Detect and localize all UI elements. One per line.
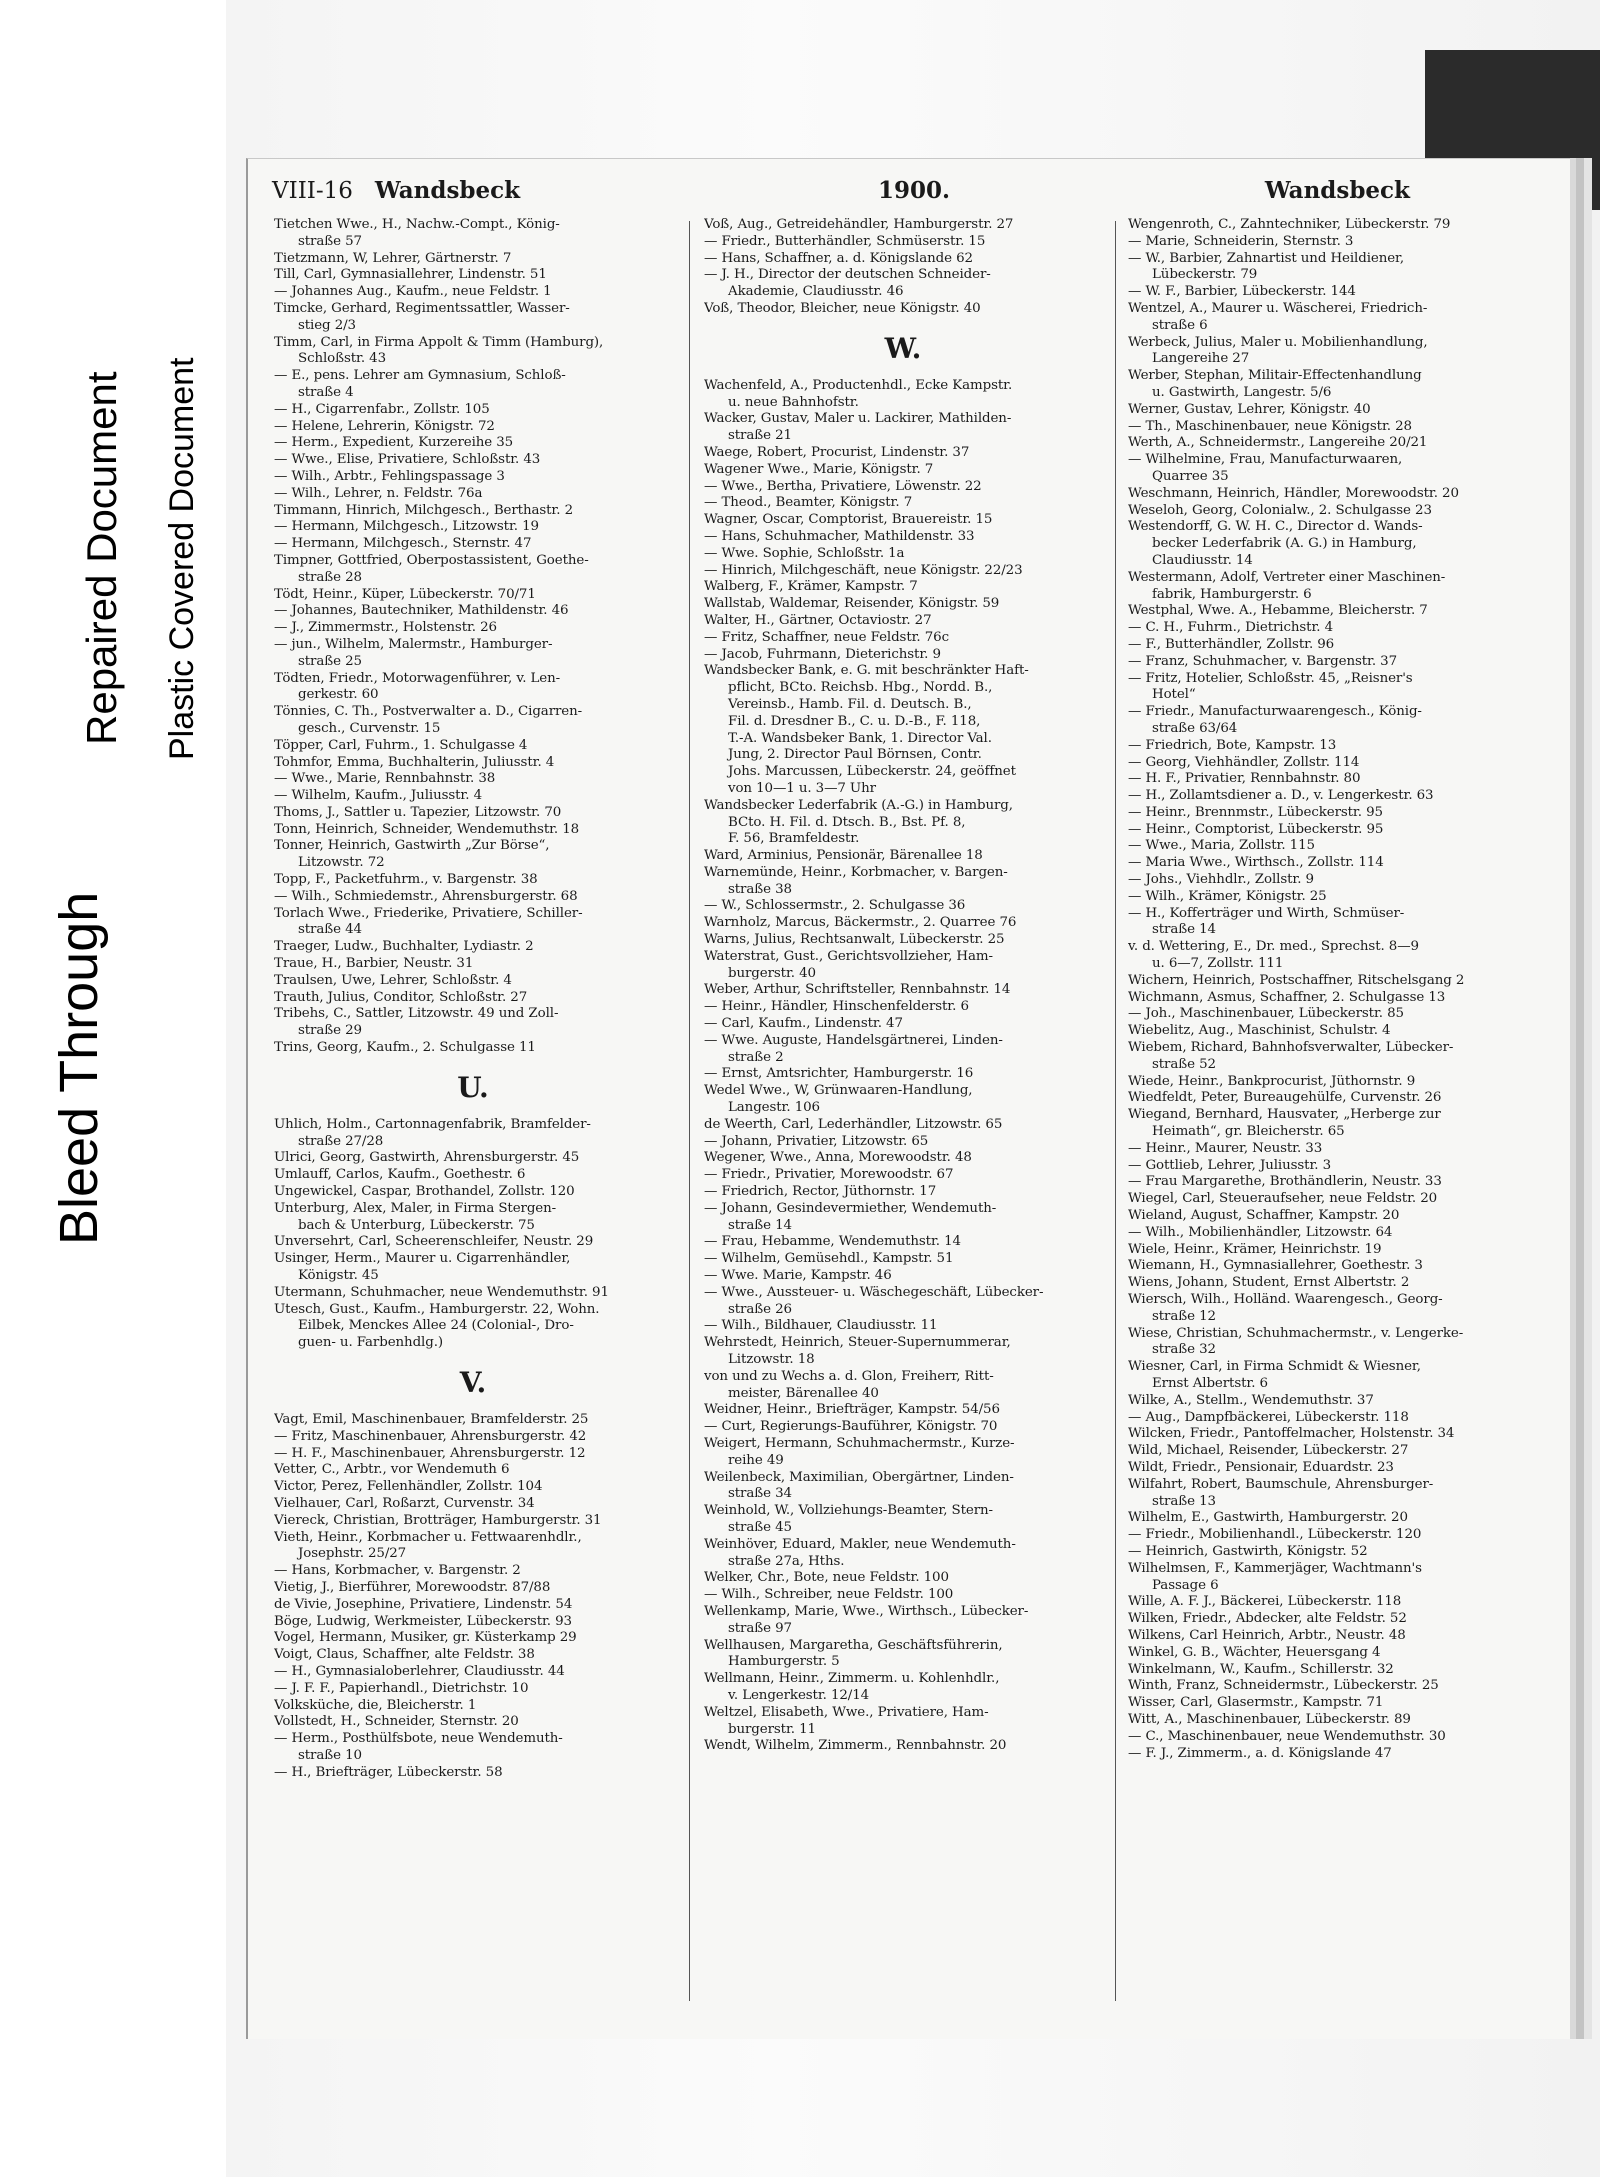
directory-entry: Wellmann, Heinr., Zimmerm. u. Kohlenhdlr., xyxy=(704,1671,1000,1687)
entry-continuation: straße 44 xyxy=(298,922,362,938)
directory-entry: — Frau, Hebamme, Wendemuthstr. 14 xyxy=(704,1234,961,1250)
directory-entry: — H., Briefträger, Lübeckerstr. 58 xyxy=(274,1764,503,1780)
directory-entry: Tribehs, C., Sattler, Litzowstr. 49 und Zoll- xyxy=(274,1006,559,1022)
directory-entry: — Heinr., Comptorist, Lübeckerstr. 95 xyxy=(1128,821,1384,837)
directory-entry: — Franz, Schuhmacher, v. Bargenstr. 37 xyxy=(1128,653,1397,669)
entry-continuation: Quarree 35 xyxy=(1152,468,1229,484)
entry-continuation: guen- u. Farbenhdlg.) xyxy=(298,1335,443,1351)
directory-entry: — Johannes Aug., Kaufm., neue Feldstr. 1 xyxy=(274,284,552,300)
entry-continuation: stieg 2/3 xyxy=(298,317,356,333)
directory-entry: Werner, Gustav, Lehrer, Königstr. 40 xyxy=(1128,401,1371,417)
directory-entry: Weinhöver, Eduard, Makler, neue Wendemuth- xyxy=(704,1536,1016,1552)
directory-entry: Töpper, Carl, Fuhrm., 1. Schulgasse 4 xyxy=(274,737,528,753)
directory-entry: — Aug., Dampfbäckerei, Lübeckerstr. 118 xyxy=(1128,1409,1409,1425)
directory-entry: Weigert, Hermann, Schuhmachermstr., Kurze- xyxy=(704,1435,1015,1451)
directory-entry: Tonner, Heinrich, Gastwirth „Zur Börse“, xyxy=(274,838,550,854)
directory-entry: Westermann, Adolf, Vertreter einer Maschinen- xyxy=(1128,569,1446,585)
directory-entry: — Ernst, Amtsrichter, Hamburgerstr. 16 xyxy=(704,1066,974,1082)
header-left xyxy=(272,177,520,204)
directory-entry: Unterburg, Alex, Maler, in Firma Stergen- xyxy=(274,1200,557,1216)
directory-entry: — Johann, Privatier, Litzowstr. 65 xyxy=(704,1133,929,1149)
directory-entry: Victor, Perez, Fellenhändler, Zollstr. 104 xyxy=(274,1479,543,1495)
entry-continuation: Johs. Marcussen, Lübeckerstr. 24, geöffnet xyxy=(728,764,1016,780)
directory-entry: — Hans, Korbmacher, v. Bargenstr. 2 xyxy=(274,1563,521,1579)
entry-continuation: F. 56, Bramfeldestr. xyxy=(728,831,860,847)
directory-entry: Weilenbeck, Maximilian, Obergärtner, Linden- xyxy=(704,1469,1014,1485)
directory-entry: Wieland, August, Schaffner, Kampstr. 20 xyxy=(1128,1208,1400,1224)
directory-entry: — J. F. F., Papierhandl., Dietrichstr. 10 xyxy=(274,1680,529,1696)
directory-entry: — Johann, Gesindevermiether, Wendemuth- xyxy=(704,1200,997,1216)
entry-continuation: straße 12 xyxy=(1152,1308,1216,1324)
section-letter: U. xyxy=(457,1070,489,1104)
directory-entry: — Wwe., Elise, Privatiere, Schloßstr. 43 xyxy=(274,452,541,468)
directory-entry: Ungewickel, Caspar, Brothandel, Zollstr. 120 xyxy=(274,1184,575,1200)
directory-entry: — Carl, Kaufm., Lindenstr. 47 xyxy=(704,1016,903,1032)
directory-entry: — H., Zollamtsdiener a. D., v. Lengerkestr. 63 xyxy=(1128,788,1434,804)
entry-continuation: Langestr. 106 xyxy=(728,1100,820,1116)
directory-entry: Weltzel, Elisabeth, Wwe., Privatiere, Ham- xyxy=(704,1704,989,1720)
entry-continuation: straße 34 xyxy=(728,1486,792,1502)
directory-entry: — Gottlieb, Lehrer, Juliusstr. 3 xyxy=(1128,1157,1332,1173)
directory-entry: Utermann, Schuhmacher, neue Wendemuthstr. 91 xyxy=(274,1284,609,1300)
directory-entry: Wegener, Wwe., Anna, Morewoodstr. 48 xyxy=(704,1150,972,1166)
entry-continuation: straße 2 xyxy=(728,1049,784,1065)
entry-continuation: Königstr. 45 xyxy=(298,1268,379,1284)
entry-continuation: meister, Bärenallee 40 xyxy=(728,1385,879,1401)
directory-entry: — F. J., Zimmerm., a. d. Königslande 47 xyxy=(1128,1745,1392,1761)
directory-entry: Uhlich, Holm., Cartonnagenfabrik, Bramfelder- xyxy=(274,1116,591,1132)
directory-entry: — Wilh., Mobilienhändler, Litzowstr. 64 xyxy=(1128,1224,1393,1240)
entry-continuation: Akademie, Claudiusstr. 46 xyxy=(728,284,904,300)
directory-entry: — Heinr., Händler, Hinschenfelderstr. 6 xyxy=(704,999,969,1015)
directory-entry: Wiese, Christian, Schuhmachermstr., v. Lengerke- xyxy=(1128,1325,1464,1341)
directory-entry: Westphal, Wwe. A., Hebamme, Bleicherstr. 7 xyxy=(1128,603,1428,619)
entry-continuation: Litzowstr. 72 xyxy=(298,855,385,871)
directory-entry: — Wilh., Schmiedemstr., Ahrensburgerstr. 68 xyxy=(274,888,578,904)
directory-entry: — H. F., Privatier, Rennbahnstr. 80 xyxy=(1128,771,1361,787)
entry-continuation: Josephstr. 25/27 xyxy=(298,1546,407,1562)
entry-continuation: straße 27/28 xyxy=(298,1133,384,1149)
directory-entry: Wilkens, Carl Heinrich, Arbtr., Neustr. 48 xyxy=(1128,1627,1406,1643)
directory-entry: Usinger, Herm., Maurer u. Cigarrenhändler, xyxy=(274,1251,571,1267)
directory-entry: Wilke, A., Stellm., Wendemuthstr. 37 xyxy=(1128,1392,1374,1408)
entry-continuation: Heimath“, gr. Bleicherstr. 65 xyxy=(1152,1124,1345,1140)
directory-entry: — Friedrich, Bote, Kampstr. 13 xyxy=(1128,737,1337,753)
entry-continuation: Claudiusstr. 14 xyxy=(1152,552,1253,568)
directory-entry: Waege, Robert, Procurist, Lindenstr. 37 xyxy=(704,444,970,460)
directory-entry: Wiebem, Richard, Bahnhofsverwalter, Lübecker- xyxy=(1128,1040,1454,1056)
directory-entry: — Maria Wwe., Wirthsch., Zollstr. 114 xyxy=(1128,855,1384,871)
directory-entry: Warns, Julius, Rechtsanwalt, Lübeckerstr. 25 xyxy=(704,932,1005,948)
directory-entry: Vagt, Emil, Maschinenbauer, Bramfelderstr. 25 xyxy=(274,1412,589,1427)
column-3 xyxy=(1128,217,1526,2007)
header-left-title: Wandsbeck xyxy=(374,177,521,204)
directory-entry: Wiens, Johann, Student, Ernst Albertstr. 2 xyxy=(1128,1275,1410,1291)
directory-entry: — Jacob, Fuhrmann, Dieterichstr. 9 xyxy=(704,646,941,662)
directory-entry: Wehrstedt, Heinrich, Steuer-Supernummerar, xyxy=(704,1335,1011,1351)
directory-entry: — jun., Wilhelm, Malermstr., Hamburger- xyxy=(274,636,553,652)
directory-entry: Tietchen Wwe., H., Nachw.-Compt., König- xyxy=(274,217,560,232)
directory-entry: Traeger, Ludw., Buchhalter, Lydiastr. 2 xyxy=(274,939,534,955)
page-code: VIII-16 xyxy=(272,178,353,204)
directory-entry: Westendorff, G. W. H. C., Director d. Wands- xyxy=(1128,519,1423,535)
directory-entry: Winth, Franz, Schneidermstr., Lübeckerstr. 25 xyxy=(1128,1678,1439,1694)
directory-entry: — Joh., Maschinenbauer, Lübeckerstr. 85 xyxy=(1128,1006,1404,1022)
directory-entry: Weber, Arthur, Schriftsteller, Rennbahnstr. 14 xyxy=(704,982,1011,998)
plastic-covered-label: Plastic Covered Document xyxy=(163,357,201,760)
directory-entry: Tödten, Friedr., Motorwagenführer, v. Len- xyxy=(274,670,561,686)
entry-continuation: straße 32 xyxy=(1152,1342,1216,1358)
directory-entry: — Heinrich, Gastwirth, Königstr. 52 xyxy=(1128,1543,1368,1559)
directory-entry: — Georg, Viehhändler, Zollstr. 114 xyxy=(1128,754,1360,770)
directory-entry: Voigt, Claus, Schaffner, alte Feldstr. 38 xyxy=(274,1647,535,1663)
directory-entry: Wiele, Heinr., Krämer, Heinrichstr. 19 xyxy=(1128,1241,1382,1257)
directory-entry: — W., Schlossermstr., 2. Schulgasse 36 xyxy=(704,898,966,914)
entry-continuation: Fil. d. Dresdner B., C. u. D.-B., F. 118, xyxy=(728,713,981,729)
entry-continuation: u. 6—7, Zollstr. 111 xyxy=(1152,956,1284,972)
entry-continuation: Passage 6 xyxy=(1152,1577,1219,1593)
directory-entry: — Wwe., Marie, Rennbahnstr. 38 xyxy=(274,771,496,787)
directory-entry: — Frau Margarethe, Brothändlerin, Neustr. 33 xyxy=(1128,1174,1442,1190)
directory-entry: Vielhauer, Carl, Roßarzt, Curvenstr. 34 xyxy=(274,1495,535,1511)
directory-entry: — Hans, Schuhmacher, Mathildenstr. 33 xyxy=(704,528,975,544)
directory-entry: Wentzel, A., Maurer u. Wäscherei, Friedrich- xyxy=(1128,300,1428,316)
entry-continuation: Litzowstr. 18 xyxy=(728,1352,815,1367)
directory-entry: v. d. Wettering, E., Dr. med., Sprechst. 8—9 xyxy=(1128,939,1419,955)
directory-entry: de Weerth, Carl, Lederhändler, Litzowstr. 65 xyxy=(704,1116,1003,1132)
directory-entry: Walberg, F., Krämer, Kampstr. 7 xyxy=(704,579,918,595)
directory-entry: Wandsbecker Lederfabrik (A.-G.) in Hamburg, xyxy=(704,797,1013,813)
page-header xyxy=(248,177,1570,213)
directory-entry: — Wilh., Arbtr., Fehlingspassage 3 xyxy=(274,468,505,484)
directory-entry: Wiebelitz, Aug., Maschinist, Schulstr. 4 xyxy=(1128,1023,1391,1039)
entry-continuation: straße 52 xyxy=(1152,1056,1216,1072)
directory-entry: Voß, Theodor, Bleicher, neue Königstr. 40 xyxy=(704,300,981,316)
directory-entry: Wallstab, Waldemar, Reisender, Königstr. 59 xyxy=(704,596,1000,612)
directory-entry: — Johannes, Bautechniker, Mathildenstr. 46 xyxy=(274,603,569,619)
directory-entry: — H., Cigarrenfabr., Zollstr. 105 xyxy=(274,401,490,417)
directory-entry: Vieth, Heinr., Korbmacher u. Fettwaarenhdlr., xyxy=(274,1529,582,1545)
directory-entry: Wiede, Heinr., Bankprocurist, Jüthornstr. 9 xyxy=(1128,1073,1416,1089)
directory-entry: Traue, H., Barbier, Neustr. 31 xyxy=(274,956,474,972)
directory-entry: — Wilhelm, Gemüsehdl., Kampstr. 51 xyxy=(704,1251,954,1267)
column-2 xyxy=(704,217,1102,2007)
directory-entry: — Wilh., Lehrer, n. Feldstr. 76a xyxy=(274,485,483,501)
directory-entry: — Friedr., Butterhändler, Schmüserstr. 15 xyxy=(704,233,986,249)
directory-entry: Wiegel, Carl, Steueraufseher, neue Feldstr. 20 xyxy=(1128,1191,1438,1207)
entry-continuation: BCto. H. Fil. d. Dtsch. B., Bst. Pf. 8, xyxy=(728,814,966,830)
directory-entry: — Friedr., Privatier, Morewoodstr. 67 xyxy=(704,1167,954,1183)
directory-entry: — C., Maschinenbauer, neue Wendemuthstr. 30 xyxy=(1128,1728,1446,1744)
directory-entry: Werbeck, Julius, Maler u. Mobilienhandlung, xyxy=(1128,334,1428,350)
entry-continuation: von 10—1 u. 3—7 Uhr xyxy=(728,780,876,796)
directory-entry: Timmann, Hinrich, Milchgesch., Berthastr. 2 xyxy=(274,502,573,518)
directory-entry: Wendt, Wilhelm, Zimmerm., Rennbahnstr. 20 xyxy=(704,1738,1007,1754)
directory-entry: — Hermann, Milchgesch., Sternstr. 47 xyxy=(274,536,532,552)
bleed-through-label: Bleed Through xyxy=(49,891,109,1245)
directory-entry: Utesch, Gust., Kaufm., Hamburgerstr. 22, Wohn. xyxy=(274,1301,600,1317)
directory-entry: Weschmann, Heinrich, Händler, Morewoodstr. 20 xyxy=(1128,485,1459,501)
entry-continuation: Jung, 2. Director Paul Börnsen, Contr. xyxy=(728,747,982,763)
entry-continuation: straße 38 xyxy=(728,881,792,897)
directory-entry: — W. F., Barbier, Lübeckerstr. 144 xyxy=(1128,284,1356,300)
directory-entry: Werth, A., Schneidermstr., Langereihe 20/21 xyxy=(1128,435,1428,451)
directory-entry: Volksküche, die, Bleicherstr. 1 xyxy=(274,1697,477,1713)
entry-continuation: u. neue Bahnhofstr. xyxy=(728,394,859,410)
directory-entry: — Wilh., Schreiber, neue Feldstr. 100 xyxy=(704,1587,954,1603)
directory-entry: — Johs., Viehhdlr., Zollstr. 9 xyxy=(1128,872,1314,888)
directory-entry: — Wwe., Bertha, Privatiere, Löwenstr. 22 xyxy=(704,478,982,494)
directory-entry: Wilhelm, E., Gastwirth, Hamburgerstr. 20 xyxy=(1128,1510,1408,1526)
directory-entry: Ward, Arminius, Pensionär, Bärenallee 18 xyxy=(704,848,983,864)
directory-entry: Welker, Chr., Bote, neue Feldstr. 100 xyxy=(704,1570,949,1586)
directory-entry: — J. H., Director der deutschen Schneider- xyxy=(704,267,991,283)
directory-entry: — J., Zimmermstr., Holstenstr. 26 xyxy=(274,620,497,636)
directory-entry: Tohmfor, Emma, Buchhalterin, Juliusstr. 4 xyxy=(274,754,555,770)
directory-entry: Winkelmann, W., Kaufm., Schillerstr. 32 xyxy=(1128,1661,1394,1677)
directory-entry: — Wwe. Marie, Kampstr. 46 xyxy=(704,1268,892,1284)
directory-entry: Wille, A. F. J., Bäckerei, Lübeckerstr. 118 xyxy=(1128,1594,1402,1610)
directory-entry: Warnemünde, Heinr., Korbmacher, v. Bargen- xyxy=(704,864,1008,880)
directory-entry: Topp, F., Packetfuhrm., v. Bargenstr. 38 xyxy=(274,872,538,888)
directory-entry: Timm, Carl, in Firma Appolt & Timm (Hamburg), xyxy=(274,334,604,350)
directory-entry: — Heinr., Brennmstr., Lübeckerstr. 95 xyxy=(1128,804,1383,820)
directory-entry: de Vivie, Josephine, Privatiere, Lindenstr. 54 xyxy=(274,1596,573,1612)
entry-continuation: straße 63/64 xyxy=(1152,720,1238,736)
directory-entry: — H., Gymnasialoberlehrer, Claudiusstr. 44 xyxy=(274,1663,565,1679)
entry-continuation: straße 10 xyxy=(298,1747,362,1763)
directory-entry: — Wwe. Auguste, Handelsgärtnerei, Linden- xyxy=(704,1032,1003,1048)
directory-entry: Wellenkamp, Marie, Wwe., Wirthsch., Lübecker- xyxy=(704,1603,1029,1619)
entry-continuation: straße 57 xyxy=(298,233,362,249)
directory-entry: — Hans, Schaffner, a. d. Königslande 62 xyxy=(704,250,973,266)
directory-entry: Trins, Georg, Kaufm., 2. Schulgasse 11 xyxy=(274,1040,536,1056)
directory-entry: — Curt, Regierungs-Bauführer, Königstr. 70 xyxy=(704,1419,998,1435)
directory-entry: Wichern, Heinrich, Postschaffner, Ritschelsgang 2 xyxy=(1128,972,1465,988)
directory-entry: — Fritz, Schaffner, neue Feldstr. 76c xyxy=(704,629,949,645)
directory-entry: Wild, Michael, Reisender, Lübeckerstr. 27 xyxy=(1128,1443,1409,1459)
directory-entry: Weinhold, W., Vollziehungs-Beamter, Stern- xyxy=(704,1503,993,1519)
directory-entry: — C. H., Fuhrm., Dietrichstr. 4 xyxy=(1128,620,1334,636)
section-letter: V. xyxy=(459,1366,487,1399)
directory-entry: Witt, A., Maschinenbauer, Lübeckerstr. 89 xyxy=(1128,1711,1411,1727)
directory-entry: Werber, Stephan, Militair-Effectenhandlung xyxy=(1128,368,1422,384)
entry-continuation: u. Gastwirth, Langestr. 5/6 xyxy=(1152,384,1332,400)
directory-entry: — Fritz, Maschinenbauer, Ahrensburgerstr. 42 xyxy=(274,1428,587,1444)
directory-entry: Wachenfeld, A., Productenhdl., Ecke Kampstr. xyxy=(704,377,1013,393)
directory-entry: — Wwe. Sophie, Schloßstr. 1a xyxy=(704,545,905,561)
directory-entry: Vollstedt, H., Schneider, Sternstr. 20 xyxy=(274,1714,519,1730)
directory-entry: Wiersch, Wilh., Holländ. Waarengesch., Georg- xyxy=(1128,1292,1443,1307)
directory-entry: — Friedr., Mobilienhandl., Lübeckerstr. 120 xyxy=(1128,1527,1422,1543)
directory-entry: — Wilh., Bildhauer, Claudiusstr. 11 xyxy=(704,1318,938,1334)
directory-entry: Tönnies, C. Th., Postverwalter a. D., Cigarren- xyxy=(274,704,583,720)
entry-continuation: Langereihe 27 xyxy=(1152,351,1250,367)
entry-continuation: straße 14 xyxy=(728,1217,792,1233)
entry-continuation: reihe 49 xyxy=(728,1452,784,1468)
directory-entry: Wandsbecker Bank, e. G. mit beschränkter Haft- xyxy=(704,663,1029,679)
directory-entry: Tödt, Heinr., Küper, Lübeckerstr. 70/71 xyxy=(274,586,536,602)
directory-entry: — Wilhelm, Kaufm., Juliusstr. 4 xyxy=(274,788,482,804)
directory-entry: Wildt, Friedr., Pensionair, Eduardstr. 23 xyxy=(1128,1459,1394,1475)
column-rule xyxy=(689,221,690,2001)
directory-entry: Wiegand, Bernhard, Hausvater, „Herberge zur xyxy=(1128,1107,1441,1123)
directory-entry: Wilhelmsen, F., Kammerjäger, Wachtmann's xyxy=(1128,1560,1422,1576)
entry-continuation: Eilbek, Menckes Allee 24 (Colonial-, Dro- xyxy=(298,1318,574,1334)
entry-continuation: Hamburgerstr. 5 xyxy=(728,1654,840,1670)
entry-continuation: bach & Unterburg, Lübeckerstr. 75 xyxy=(298,1217,535,1233)
header-right-title: Wandsbeck xyxy=(1264,177,1410,204)
directory-entry: — Friedrich, Rector, Jüthornstr. 17 xyxy=(704,1184,937,1200)
section-letter: W. xyxy=(884,331,922,365)
directory-entry: Vietig, J., Bierführer, Morewoodstr. 87/88 xyxy=(274,1579,551,1595)
directory-entry: Wiedfeldt, Peter, Bureaugehülfe, Curvenstr. 26 xyxy=(1128,1090,1442,1106)
directory-entry: Tonn, Heinrich, Schneider, Wendemuthstr. 18 xyxy=(274,821,580,837)
directory-entry: — Fritz, Hotelier, Schloßstr. 45, „Reisner's xyxy=(1128,670,1413,686)
directory-entry: — Heinr., Maurer, Neustr. 33 xyxy=(1128,1140,1323,1156)
directory-entry: — Hermann, Milchgesch., Litzowstr. 19 xyxy=(274,519,539,535)
directory-entry: — Wwe., Aussteuer- u. Wäschegeschäft, Lübecker- xyxy=(704,1284,1044,1300)
directory-entry: Till, Carl, Gymnasiallehrer, Lindenstr. 51 xyxy=(274,267,547,283)
directory-entry: — Th., Maschinenbauer, neue Königstr. 28 xyxy=(1128,418,1412,434)
entry-continuation: straße 27a, Hths. xyxy=(728,1553,845,1569)
entry-continuation: v. Lengerkestr. 12/14 xyxy=(728,1687,870,1703)
directory-entry: Wagener Wwe., Marie, Königstr. 7 xyxy=(704,461,934,477)
directory-entry: — H., Kofferträger und Wirth, Schmüser- xyxy=(1128,905,1405,921)
directory-entry: Weidner, Heinr., Briefträger, Kampstr. 54/56 xyxy=(704,1402,1000,1418)
directory-entry: Wilcken, Friedr., Pantoffelmacher, Holstenstr. 34 xyxy=(1128,1426,1455,1442)
directory-entry: Wengenroth, C., Zahntechniker, Lübeckerstr. 79 xyxy=(1128,217,1451,232)
directory-entry: Böge, Ludwig, Werkmeister, Lübeckerstr. 93 xyxy=(274,1613,572,1629)
entry-continuation: fabrik, Hamburgerstr. 6 xyxy=(1152,586,1312,602)
entry-continuation: Schloßstr. 43 xyxy=(298,351,387,367)
entry-continuation: straße 4 xyxy=(298,384,354,400)
directory-entry: Wacker, Gustav, Maler u. Lackirer, Mathilden- xyxy=(704,411,1012,427)
directory-entry: — W., Barbier, Zahnartist und Heildiener, xyxy=(1128,250,1405,266)
directory-entry: Wilken, Friedr., Abdecker, alte Feldstr. 52 xyxy=(1128,1611,1407,1627)
directory-entry: — Theod., Beamter, Königstr. 7 xyxy=(704,495,913,511)
directory-entry: Vogel, Hermann, Musiker, gr. Küsterkamp 29 xyxy=(274,1630,577,1646)
entry-continuation: straße 97 xyxy=(728,1620,792,1636)
directory-entry: — Hinrich, Milchgeschäft, neue Königstr. 22/23 xyxy=(704,562,1023,578)
directory-entry: Wiesner, Carl, in Firma Schmidt & Wiesner, xyxy=(1128,1359,1421,1375)
directory-entry: Unversehrt, Carl, Scheerenschleifer, Neustr. 29 xyxy=(274,1234,594,1250)
directory-entry: — Wilhelmine, Frau, Manufacturwaaren, xyxy=(1128,452,1403,468)
entry-continuation: pflicht, BCto. Reichsb. Hbg., Nordd. B., xyxy=(728,680,993,696)
entry-continuation: straße 13 xyxy=(1152,1493,1216,1509)
directory-entry: Wichmann, Asmus, Schaffner, 2. Schulgasse 13 xyxy=(1128,989,1446,1005)
entry-continuation: straße 14 xyxy=(1152,922,1216,938)
entry-continuation: T.-A. Wandsbeker Bank, 1. Director Val. xyxy=(728,730,992,746)
entry-continuation: straße 25 xyxy=(298,653,362,669)
entry-continuation: straße 21 xyxy=(728,428,792,444)
entry-continuation: gerkestr. 60 xyxy=(298,687,379,703)
directory-entry: — Helene, Lehrerin, Königstr. 72 xyxy=(274,418,495,434)
directory-entry: Umlauff, Carlos, Kaufm., Goethestr. 6 xyxy=(274,1167,526,1183)
directory-entry: Weseloh, Georg, Colonialw., 2. Schulgasse 23 xyxy=(1128,502,1432,518)
entry-continuation: becker Lederfabrik (A. G.) in Hamburg, xyxy=(1152,536,1417,552)
directory-entry: Wellhausen, Margaretha, Geschäftsführerin, xyxy=(704,1637,1003,1653)
directory-entry: — Marie, Schneiderin, Sternstr. 3 xyxy=(1128,233,1354,249)
directory-entry: Thoms, J., Sattler u. Tapezier, Litzowstr. 70 xyxy=(274,804,562,820)
entry-continuation: burgerstr. 40 xyxy=(728,965,816,981)
directory-entry: — Wwe., Maria, Zollstr. 115 xyxy=(1128,838,1315,854)
directory-entry: Warnholz, Marcus, Bäckermstr., 2. Quarree 76 xyxy=(704,915,1017,931)
directory-entry: Wagner, Oscar, Comptorist, Brauereistr. 15 xyxy=(704,512,993,528)
entry-continuation: straße 29 xyxy=(298,1023,362,1039)
repaired-document-label: Repaired Document xyxy=(78,371,125,745)
directory-entry: — Friedr., Manufacturwaarengesch., König- xyxy=(1128,704,1422,720)
directory-entry: Timcke, Gerhard, Regimentssattler, Wasser- xyxy=(274,300,570,316)
directory-entry: Tietzmann, W, Lehrer, Gärtnerstr. 7 xyxy=(274,250,512,266)
directory-entry: Winkel, G. B., Wächter, Heuersgang 4 xyxy=(1128,1644,1381,1660)
directory-entry: — E., pens. Lehrer am Gymnasium, Schloß- xyxy=(274,368,566,384)
entry-continuation: Vereinsb., Hamb. Fil. d. Deutsch. B., xyxy=(728,696,972,712)
directory-entry: Waterstrat, Gust., Gerichtsvollzieher, Ham- xyxy=(704,948,993,964)
directory-entry: Viereck, Christian, Brotträger, Hamburgerstr. 31 xyxy=(274,1512,602,1528)
entry-continuation: straße 28 xyxy=(298,569,362,585)
column-1 xyxy=(274,217,672,2007)
directory-entry: Wilfahrt, Robert, Baumschule, Ahrensburger- xyxy=(1128,1476,1434,1492)
directory-entry: Wisser, Carl, Glasermstr., Kampstr. 71 xyxy=(1128,1695,1384,1711)
directory-entry: Timpner, Gottfried, Oberpostassistent, Goethe- xyxy=(274,552,589,568)
directory-entry: Voß, Aug., Getreidehändler, Hamburgerstr. 27 xyxy=(704,217,1014,232)
entry-continuation: Lübeckerstr. 79 xyxy=(1152,267,1258,283)
directory-page xyxy=(246,158,1570,2039)
entry-continuation: straße 6 xyxy=(1152,317,1208,333)
directory-entry: Walter, H., Gärtner, Octaviostr. 27 xyxy=(704,612,932,628)
directory-entry: von und zu Wechs a. d. Glon, Freiherr, Ritt- xyxy=(704,1368,994,1384)
directory-entry: Torlach Wwe., Friederike, Privatiere, Schiller- xyxy=(274,905,583,921)
entry-continuation: straße 26 xyxy=(728,1301,792,1317)
directory-entry: — Wilh., Krämer, Königstr. 25 xyxy=(1128,888,1327,904)
directory-entry: Wiemann, H., Gymnasiallehrer, Goethestr. 3 xyxy=(1128,1258,1423,1274)
header-year: 1900. xyxy=(878,177,951,204)
directory-entry: Traulsen, Uwe, Lehrer, Schloßstr. 4 xyxy=(274,972,512,988)
column-rule xyxy=(1115,221,1116,2001)
entry-continuation: Ernst Albertstr. 6 xyxy=(1152,1375,1268,1391)
directory-entry: Wedel Wwe., W, Grünwaaren-Handlung, xyxy=(704,1083,973,1099)
directory-entry: — Herm., Expedient, Kurzereihe 35 xyxy=(274,435,514,451)
directory-entry: — H. F., Maschinenbauer, Ahrensburgerstr. 12 xyxy=(274,1445,586,1461)
directory-entry: Ulrici, Georg, Gastwirth, Ahrensburgerstr. 45 xyxy=(274,1150,580,1166)
directory-entry: — Herm., Posthülfsbote, neue Wendemuth- xyxy=(274,1731,563,1747)
entry-continuation: straße 45 xyxy=(728,1519,792,1535)
entry-continuation: burgerstr. 11 xyxy=(728,1721,816,1737)
directory-entry: Vetter, C., Arbtr., vor Wendemuth 6 xyxy=(274,1462,510,1478)
entry-continuation: gesch., Curvenstr. 15 xyxy=(298,720,441,736)
directory-entry: Trauth, Julius, Conditor, Schloßstr. 27 xyxy=(274,989,528,1005)
directory-entry: — F., Butterhändler, Zollstr. 96 xyxy=(1128,636,1335,652)
entry-continuation: Hotel“ xyxy=(1152,687,1196,703)
